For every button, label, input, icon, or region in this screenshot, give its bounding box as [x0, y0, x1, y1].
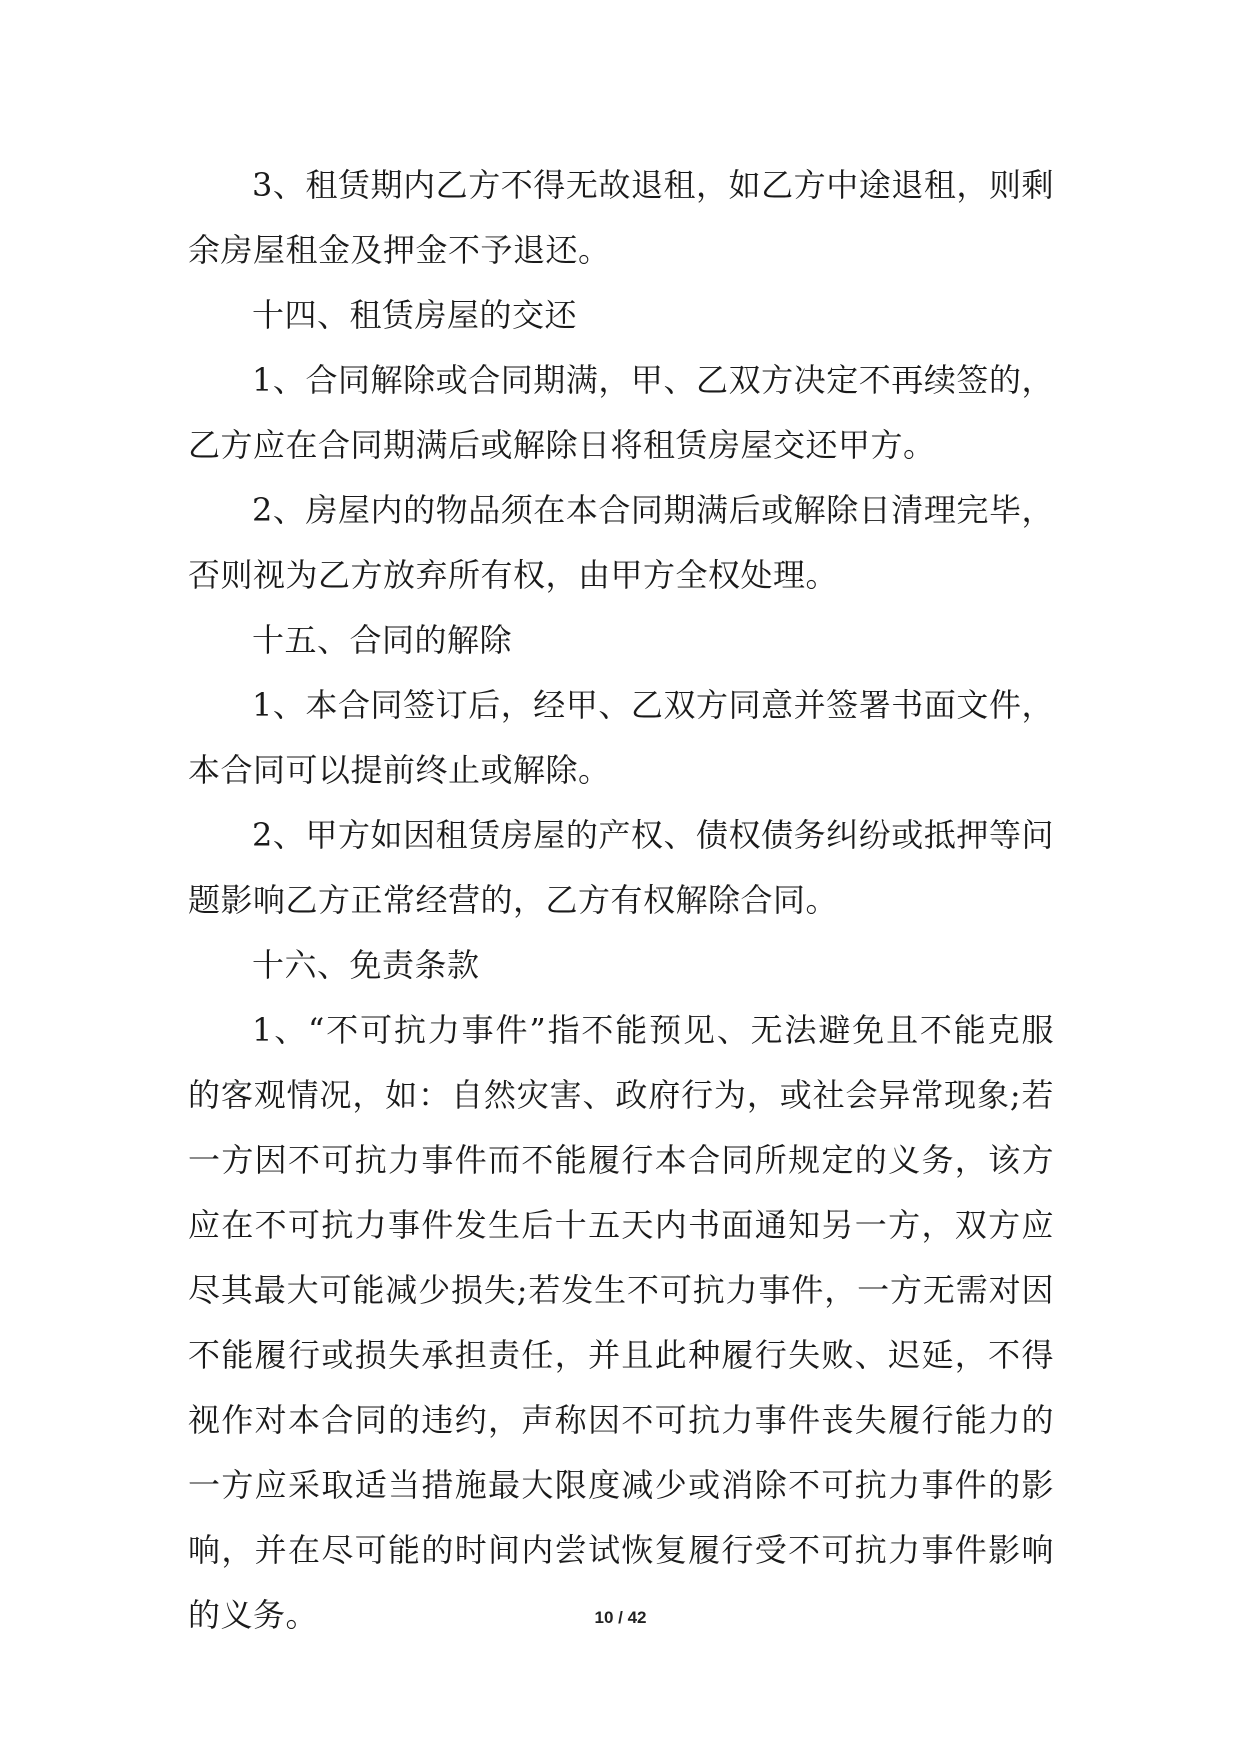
paragraph-return-clause-1: 1、合同解除或合同期满，甲、乙双方决定不再续签的，乙方应在合同期满后或解除日将租赁房屋交还甲方。 [188, 361, 1054, 464]
document-body [188, 153, 1054, 1648]
paragraph-termination-clause-2: 2、甲方如因租赁房屋的产权、债权债务纠纷或抵押等问题影响乙方正常经营的，乙方有权解除合同。 [188, 816, 1054, 919]
section-heading-return-of-premises: 十四、租赁房屋的交还 [252, 296, 578, 334]
page-number: 10 / 42 [594, 1608, 647, 1627]
paragraph-force-majeure-clause-1: 1、“不可抗力事件”指不能预见、无法避免且不能克服的客观情况，如：自然灾害、政府行为，或社会异常现象;若一方因不可抗力事件而不能履行本合同所规定的义务，该方应在不可抗力事件发生后十五天内书面通知另一方，双方应尽其最大可能减少损失;若发生不可抗力事件，一方无需对因不能履行或损失承担责任，并且此种履行失败、迟延，不得视作对本合同的违约，声称因不可抗力事件丧失履行能力的一方应采取适当措施最大限度减少或消除不可抗力事件的影响，并在尽可能的时间内尝试恢复履行受不可抗力事件影响的义务。 [188, 1011, 1054, 1634]
paragraph-termination-clause-1: 1、本合同签订后，经甲、乙双方同意并签署书面文件，本合同可以提前终止或解除。 [188, 686, 1054, 789]
section-heading-force-majeure: 十六、免责条款 [252, 946, 480, 984]
paragraph-return-clause-2: 2、房屋内的物品须在本合同期满后或解除日清理完毕，否则视为乙方放弃所有权，由甲方全权处理。 [188, 491, 1054, 594]
section-heading-contract-termination: 十五、合同的解除 [252, 621, 513, 659]
paragraph-clause-3-no-early-termination: 3、租赁期内乙方不得无故退租，如乙方中途退租，则剩余房屋租金及押金不予退还。 [188, 166, 1054, 269]
